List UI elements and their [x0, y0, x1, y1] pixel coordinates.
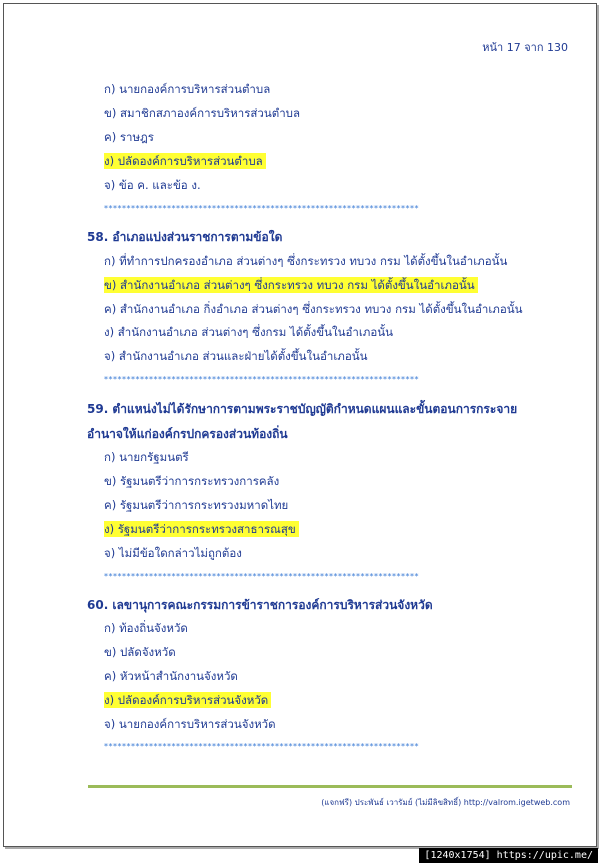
q58-option-c: ค) สำนักงานอำเภอ กิ่งอำเภอ ส่วนต่างๆ ซึ่งกระทรวง ทบวง กรม ได้ตั้งขึ้นในอำเภอนั้น: [104, 302, 523, 316]
q58-option-d: ง) สำนักงานอำเภอ ส่วนต่างๆ ซึ่งกรม ได้ตั้งขึ้นในอำเภอนั้น: [104, 325, 393, 339]
separator: **********************************************************************: [104, 204, 419, 213]
separator: **********************************************************************: [104, 742, 419, 751]
q57-option-b: ข) สมาชิกสภาองค์การบริหารส่วนตำบล: [104, 106, 300, 120]
watermark-badge: [1240x1754] https://upic.me/: [419, 848, 598, 863]
q60-option-e: จ) นายกองค์การบริหารส่วนจังหวัด: [104, 717, 276, 731]
q57-option-d: ง) ปลัดองค์การบริหารส่วนตำบล: [104, 152, 266, 170]
question-58: 58. อำเภอแบ่งส่วนราชการตามข้อใด: [87, 230, 283, 244]
q57-option-a: ก) นายกองค์การบริหารส่วนตำบล: [104, 82, 271, 96]
separator: **********************************************************************: [104, 572, 419, 581]
q59-option-c: ค) รัฐมนตรีว่าการกระทรวงมหาดไทย: [104, 498, 289, 512]
page-number: หน้า 17 จาก 130: [482, 41, 568, 54]
footer-divider: [88, 785, 572, 788]
footer-credit: (แจกฟรี) ประพันธ์ เวารัมย์ (ไม่มีลิขสิทธิ์) http://valrom.igetweb.com: [321, 798, 570, 807]
q60-option-b: ข) ปลัดจังหวัด: [104, 645, 176, 659]
q60-option-c: ค) หัวหน้าสำนักงานจังหวัด: [104, 669, 238, 683]
q57-option-e: จ) ข้อ ค. และข้อ ง.: [104, 178, 201, 192]
q59-option-b: ข) รัฐมนตรีว่าการกระทรวงการคลัง: [104, 474, 280, 488]
q58-option-b: ข) สำนักงานอำเภอ ส่วนต่างๆ ซึ่งกระทรวง ทบวง กรม ได้ตั้งขึ้นในอำเภอนั้น: [104, 276, 478, 294]
q58-option-e: จ) สำนักงานอำเภอ ส่วนและฝ่ายได้ตั้งขึ้นในอำเภอนั้น: [104, 349, 368, 363]
q57-option-c: ค) ราษฎร: [104, 130, 154, 144]
separator: **********************************************************************: [104, 375, 419, 384]
question-59-line2: อำนาจให้แก่องค์กรปกครองส่วนท้องถิ่น: [87, 427, 288, 441]
q58-option-a: ก) ที่ทำการปกครองอำเภอ ส่วนต่างๆ ซึ่งกระทรวง ทบวง กรม ได้ตั้งขึ้นในอำเภอนั้น: [104, 254, 508, 268]
q59-option-a: ก) นายกรัฐมนตรี: [104, 450, 189, 464]
q60-option-d: ง) ปลัดองค์การบริหารส่วนจังหวัด: [104, 691, 271, 709]
q59-option-d: ง) รัฐมนตรีว่าการกระทรวงสาธารณสุข: [104, 520, 299, 538]
q59-option-e: จ) ไม่มีข้อใดกล่าวไม่ถูกต้อง: [104, 546, 242, 560]
question-59-line1: 59. ตำแหน่งไม่ได้รักษาการตามพระราชบัญญัติกำหนดแผนและขั้นตอนการกระจาย: [87, 402, 518, 416]
question-60: 60. เลขานุการคณะกรรมการข้าราชการองค์การบริหารส่วนจังหวัด: [87, 598, 433, 612]
q60-option-a: ก) ท้องถิ่นจังหวัด: [104, 621, 188, 635]
